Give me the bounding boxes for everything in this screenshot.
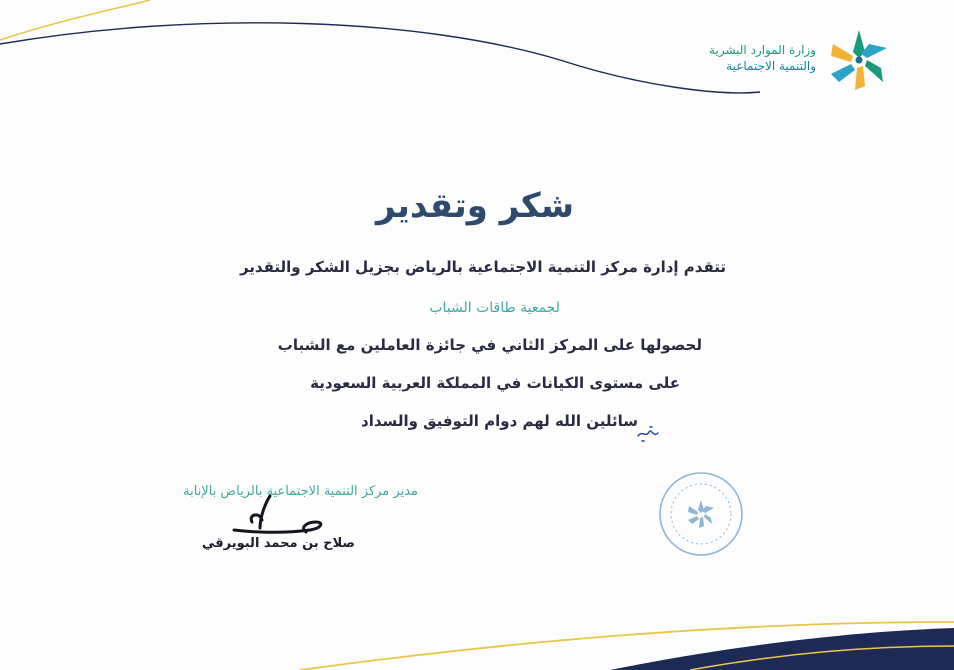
certificate-title: شكر وتقدير <box>375 186 575 226</box>
signatory-title: مدير مركز التنمية الاجتماعية بالرياض بالإنابة <box>183 484 418 499</box>
ministry-name <box>709 42 816 74</box>
scope-text: على مستوى الكيانات في المملكة العربية السعودية <box>310 374 680 392</box>
handwritten-initials <box>636 424 662 444</box>
ministry-name-line2: والتنمية الاجتماعية <box>726 59 816 73</box>
recipient-text: لجمعية طاقات الشباب <box>429 300 560 316</box>
ministry-star-icon <box>824 28 894 92</box>
stamp-star-icon <box>688 500 714 528</box>
intro-text: تتقدم إدارة مركز التنمية الاجتماعية بالرياض بجزيل الشكر والتقدير <box>239 258 726 276</box>
handwritten-signature <box>230 492 330 536</box>
signatory-name: صلاح بن محمد البويرقي <box>201 536 355 551</box>
closing-text: سائلين الله لهم دوام التوفيق والسداد <box>361 412 638 430</box>
ministry-name-line1: وزارة الموارد البشرية <box>709 43 816 57</box>
official-stamp <box>657 470 745 558</box>
certificate-body <box>239 0 726 670</box>
top-wave-gold <box>0 0 150 40</box>
achievement-text: لحصولها على المركز الثاني في جائزة العاملين مع الشباب <box>277 336 702 354</box>
signature-block <box>110 478 430 568</box>
ministry-logo <box>694 28 894 98</box>
